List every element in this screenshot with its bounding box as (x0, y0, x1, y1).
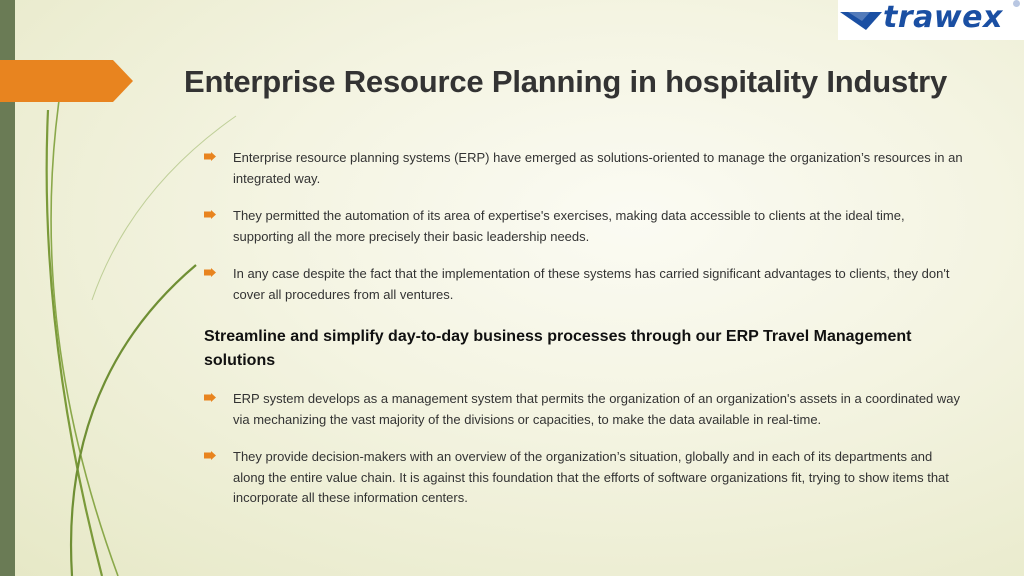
bullet-text: ERP system develops as a management system that permits the organization of an organization's assets in a coordinated way via mechanizing the vast majority of the divisions or capacities, to make the data available in real-time. (233, 391, 961, 427)
arrow-bullet-icon (204, 152, 216, 161)
page-title: Enterprise Resource Planning in hospitality Industry (184, 64, 948, 99)
bullet-text: They provide decision-makers with an overview of the organization’s situation, globally and in each of its departments and along the entire value chain. It is against this foundation that the efforts of software organizations fit, trying to show items that incorporate all these information centers. (233, 449, 949, 505)
arrow-bullet-icon (204, 393, 216, 402)
title-arrow-shape (0, 60, 133, 102)
arrow-bullet-icon (204, 451, 216, 460)
bullet-text: Enterprise resource planning systems (ERP) have emerged as solutions-oriented to manage the organization’s resources in an integrated way. (233, 150, 963, 186)
bullet-text: In any case despite the fact that the implementation of these systems has carried significant advantages to clients, they don't cover all procedures from all ventures. (233, 266, 950, 302)
bullet-item (204, 264, 964, 305)
arrow-bullet-icon (204, 268, 216, 277)
bullet-item (204, 389, 964, 430)
logo-mark-icon (840, 10, 882, 30)
slide-content (204, 148, 964, 509)
bullet-text: They permitted the automation of its area of expertise's exercises, making data accessible to clients at the ideal time, supporting all the more precisely their basic leadership needs. (233, 208, 905, 244)
section-heading: Streamline and simplify day-to-day business processes through our ERP Travel Management solutions (204, 328, 912, 369)
logo-text: trawex (883, 0, 1003, 35)
bullet-item (204, 447, 964, 509)
trawex-logo (838, 0, 1024, 40)
bullet-item (204, 148, 964, 189)
arrow-bullet-icon (204, 210, 216, 219)
bullet-item (204, 206, 964, 247)
logo-dot-icon (1013, 0, 1020, 7)
